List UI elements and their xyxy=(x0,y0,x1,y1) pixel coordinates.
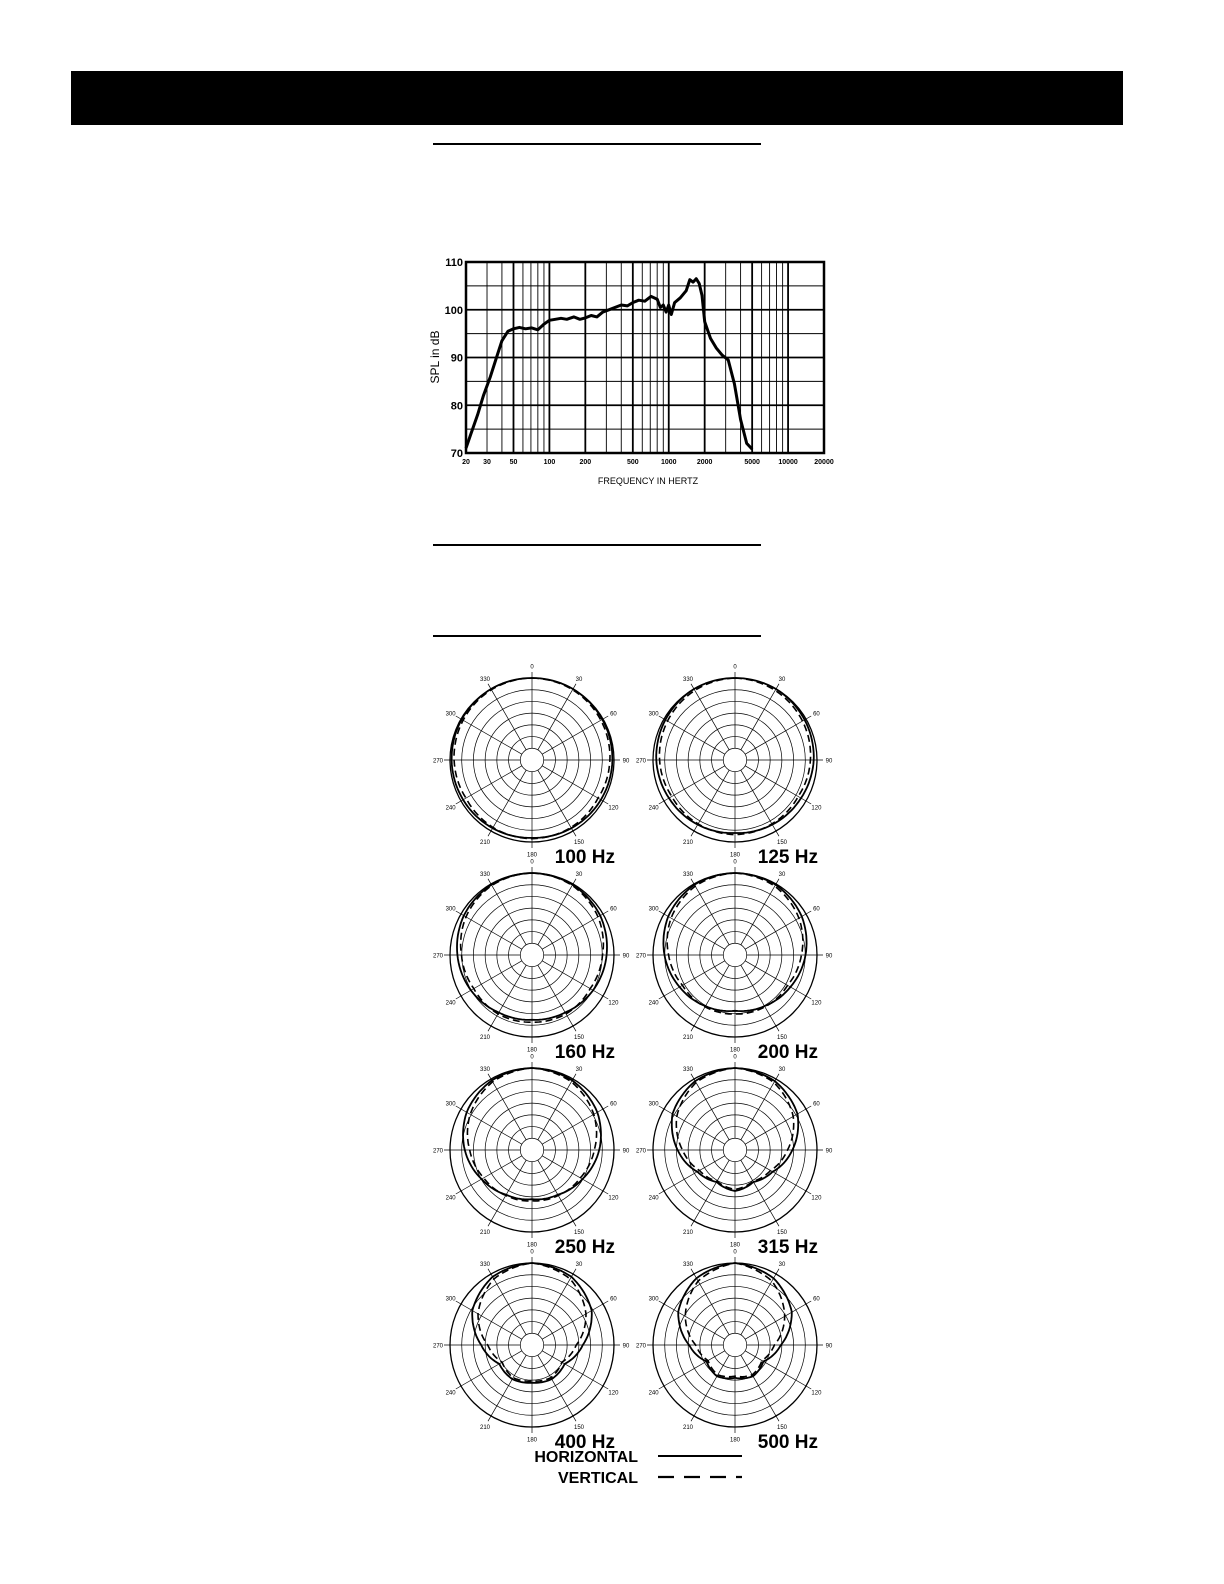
section-rule-1 xyxy=(433,143,761,145)
polar-spoke xyxy=(691,965,729,1031)
x-axis-label: FREQUENCY IN HERTZ xyxy=(597,476,699,486)
polar-angle-label: 60 xyxy=(610,1296,617,1303)
polar-panel xyxy=(433,1250,630,1454)
polar-spoke xyxy=(542,716,608,754)
polar-legend xyxy=(534,1449,742,1487)
polar-angle-label: 60 xyxy=(813,906,820,913)
polar-angle-label: 300 xyxy=(445,1101,456,1108)
polar-spoke xyxy=(538,1074,576,1140)
polar-angle-label: 150 xyxy=(573,1229,585,1236)
polar-angle-label: 150 xyxy=(573,839,585,846)
polar-angle-label: 300 xyxy=(648,711,659,718)
polar-angle-label: 240 xyxy=(445,1000,456,1007)
polar-spoke xyxy=(456,766,522,804)
polar-spoke xyxy=(659,961,725,999)
polar-angle-label: 90 xyxy=(825,953,833,960)
x-tick-label: 5000 xyxy=(744,459,760,466)
polar-angle-label: 0 xyxy=(733,859,737,866)
polar-angle-label: 0 xyxy=(530,859,534,866)
polar-angle-label: 300 xyxy=(445,711,456,718)
polar-spoke xyxy=(488,684,526,750)
polar-ring xyxy=(520,943,543,966)
frequency-grid xyxy=(466,262,824,453)
polar-frequency-label: 250 Hz xyxy=(554,1237,615,1258)
polar-angle-label: 330 xyxy=(682,677,694,684)
frequency-y-ticks xyxy=(445,257,463,460)
polar-angle-label: 90 xyxy=(825,1148,833,1155)
polar-angle-label: 180 xyxy=(729,1437,741,1444)
polar-spoke xyxy=(488,770,526,836)
polar-frequency-label: 160 Hz xyxy=(554,1042,615,1063)
polar-ring xyxy=(520,1138,543,1161)
x-tick-label: 10000 xyxy=(778,459,798,466)
polar-angle-label: 330 xyxy=(479,872,491,879)
polar-spoke xyxy=(691,684,729,750)
polar-angle-label: 90 xyxy=(622,1343,630,1350)
frequency-response-chart xyxy=(425,250,845,495)
polar-angle-label: 0 xyxy=(733,664,737,671)
polar-angle-label: 210 xyxy=(479,839,491,846)
polar-angle-label: 180 xyxy=(526,1047,538,1054)
polar-angle-label: 150 xyxy=(573,1034,585,1041)
polar-frequency-label: 400 Hz xyxy=(554,1432,615,1453)
polar-angle-label: 60 xyxy=(813,711,820,718)
polar-angle-label: 210 xyxy=(479,1424,491,1431)
polar-panel xyxy=(433,1055,630,1259)
polar-angle-label: 270 xyxy=(635,1148,647,1155)
polar-spoke xyxy=(659,1156,725,1194)
polar-spoke xyxy=(488,965,526,1031)
frequency-x-ticks xyxy=(462,459,834,466)
polar-angle-label: 300 xyxy=(445,906,456,913)
polar-spoke xyxy=(659,1351,725,1389)
polar-angle-label: 90 xyxy=(622,953,630,960)
polar-spoke xyxy=(456,716,522,754)
polar-angle-label: 180 xyxy=(526,1437,538,1444)
polar-angle-label: 330 xyxy=(682,1067,694,1074)
polar-angle-label: 30 xyxy=(575,677,583,684)
polar-angle-label: 300 xyxy=(445,1296,456,1303)
polar-angle-label: 120 xyxy=(608,1000,619,1007)
polar-angle-label: 0 xyxy=(530,1249,534,1256)
polar-angle-label: 270 xyxy=(432,1343,444,1350)
polar-spoke xyxy=(691,879,729,945)
x-tick-label: 20 xyxy=(462,459,470,466)
frequency-response-line xyxy=(466,279,752,450)
polar-spoke xyxy=(691,1074,729,1140)
polar-spoke xyxy=(456,1156,522,1194)
polar-panel xyxy=(636,1055,833,1259)
polar-angle-label: 150 xyxy=(776,1229,788,1236)
y-axis-label: SPL in dB xyxy=(428,330,442,384)
polar-frequency-label: 500 Hz xyxy=(757,1432,818,1453)
polar-angle-label: 240 xyxy=(648,1195,659,1202)
polar-angle-label: 120 xyxy=(608,805,619,812)
polar-angle-label: 120 xyxy=(811,1195,822,1202)
polar-spoke xyxy=(488,1074,526,1140)
polar-angle-label: 180 xyxy=(729,852,741,859)
polar-panel xyxy=(433,665,630,869)
legend-vertical-label: VERTICAL xyxy=(558,1470,638,1487)
polar-angle-label: 150 xyxy=(776,839,788,846)
polar-spoke xyxy=(745,716,811,754)
polar-panels xyxy=(433,665,833,1454)
polar-angle-label: 270 xyxy=(635,758,647,765)
polar-angle-label: 240 xyxy=(445,1390,456,1397)
polar-angle-label: 240 xyxy=(445,1195,456,1202)
polar-spoke xyxy=(741,965,779,1031)
polar-spoke xyxy=(659,716,725,754)
polar-angle-label: 210 xyxy=(682,1229,694,1236)
polar-angle-label: 330 xyxy=(682,1262,694,1269)
polar-angle-label: 240 xyxy=(445,805,456,812)
polar-spoke xyxy=(456,1301,522,1339)
polar-angle-label: 30 xyxy=(575,1067,583,1074)
y-tick-label: 90 xyxy=(450,352,463,365)
polar-angle-label: 180 xyxy=(729,1047,741,1054)
polar-ring xyxy=(723,1138,746,1161)
polar-spoke xyxy=(456,1106,522,1144)
polar-angle-label: 30 xyxy=(575,1262,583,1269)
x-tick-label: 50 xyxy=(509,459,518,466)
polar-spoke xyxy=(745,1351,811,1389)
polar-spoke xyxy=(659,1106,725,1144)
polar-spoke xyxy=(741,1074,779,1140)
polar-panel xyxy=(636,665,833,869)
polar-angle-label: 30 xyxy=(778,677,786,684)
polar-spoke xyxy=(691,1160,729,1226)
polar-ring xyxy=(723,1333,746,1356)
polar-angle-label: 120 xyxy=(811,1390,822,1397)
polar-angle-label: 30 xyxy=(575,872,583,879)
polar-spoke xyxy=(691,770,729,836)
polar-spoke xyxy=(741,684,779,750)
polar-angle-label: 210 xyxy=(682,1034,694,1041)
polar-angle-label: 330 xyxy=(682,872,694,879)
y-tick-label: 100 xyxy=(444,304,463,317)
polar-spoke xyxy=(488,1160,526,1226)
section-rule-3 xyxy=(433,635,761,637)
polar-spoke xyxy=(542,1106,608,1144)
polar-plots xyxy=(420,655,840,1490)
polar-spoke xyxy=(745,1156,811,1194)
polar-spoke xyxy=(538,1269,576,1335)
polar-angle-label: 210 xyxy=(682,839,694,846)
polar-spoke xyxy=(659,1301,725,1339)
x-tick-label: 200 xyxy=(579,459,592,466)
polar-angle-label: 300 xyxy=(648,1101,659,1108)
polar-angle-label: 90 xyxy=(825,758,833,765)
section-rule-2 xyxy=(433,544,761,546)
polar-angle-label: 30 xyxy=(778,1262,786,1269)
polar-angle-label: 90 xyxy=(622,758,630,765)
y-tick-label: 110 xyxy=(445,257,463,269)
polar-frequency-label: 315 Hz xyxy=(757,1237,818,1258)
polar-angle-label: 30 xyxy=(778,1067,786,1074)
polar-angle-label: 120 xyxy=(608,1390,619,1397)
polar-ring xyxy=(520,1333,543,1356)
polar-panel xyxy=(636,1250,833,1454)
polar-ring xyxy=(723,943,746,966)
polar-spoke xyxy=(691,1355,729,1421)
header-bar xyxy=(71,71,1123,125)
polar-spoke xyxy=(542,1301,608,1339)
polar-spoke xyxy=(741,770,779,836)
polar-spoke xyxy=(542,1156,608,1194)
polar-angle-label: 270 xyxy=(635,1343,647,1350)
polar-angle-label: 0 xyxy=(530,1054,534,1061)
polar-angle-label: 60 xyxy=(610,1101,617,1108)
polar-angle-label: 180 xyxy=(729,1242,741,1249)
x-tick-label: 2000 xyxy=(696,459,713,466)
x-tick-label: 100 xyxy=(543,459,556,466)
polar-angle-label: 120 xyxy=(811,805,822,812)
polar-angle-label: 120 xyxy=(811,1000,822,1007)
polar-angle-label: 330 xyxy=(479,677,491,684)
x-tick-label: 1000 xyxy=(660,459,677,466)
polar-spoke xyxy=(538,879,576,945)
polar-spoke xyxy=(456,961,522,999)
polar-spoke xyxy=(538,770,576,836)
polar-spoke xyxy=(538,965,576,1031)
polar-ring xyxy=(723,748,746,771)
polar-angle-label: 180 xyxy=(526,852,538,859)
polar-angle-label: 180 xyxy=(526,1242,538,1249)
polar-angle-label: 270 xyxy=(432,1148,444,1155)
x-tick-label: 30 xyxy=(483,459,491,466)
polar-angle-label: 90 xyxy=(825,1343,833,1350)
polar-angle-label: 240 xyxy=(648,1000,659,1007)
polar-angle-label: 0 xyxy=(530,664,534,671)
polar-angle-label: 330 xyxy=(479,1067,491,1074)
x-tick-label: 20000 xyxy=(814,459,834,466)
polar-angle-label: 270 xyxy=(432,953,444,960)
polar-spoke xyxy=(745,1106,811,1144)
polar-angle-label: 240 xyxy=(648,1390,659,1397)
polar-angle-label: 90 xyxy=(622,1148,630,1155)
polar-angle-label: 150 xyxy=(776,1424,788,1431)
polar-spoke xyxy=(488,879,526,945)
polar-angle-label: 300 xyxy=(648,1296,659,1303)
polar-angle-label: 120 xyxy=(608,1195,619,1202)
polar-angle-label: 0 xyxy=(733,1249,737,1256)
polar-angle-label: 300 xyxy=(648,906,659,913)
polar-angle-label: 60 xyxy=(610,906,617,913)
y-tick-label: 70 xyxy=(450,448,463,460)
polar-spoke xyxy=(741,879,779,945)
polar-angle-label: 270 xyxy=(635,953,647,960)
polar-angle-label: 210 xyxy=(479,1034,491,1041)
polar-angle-label: 210 xyxy=(479,1229,491,1236)
polar-angle-label: 210 xyxy=(682,1424,694,1431)
polar-angle-label: 150 xyxy=(776,1034,788,1041)
polar-angle-label: 60 xyxy=(813,1101,820,1108)
polar-spoke xyxy=(538,1355,576,1421)
polar-angle-label: 240 xyxy=(648,805,659,812)
polar-panel xyxy=(433,860,630,1064)
x-tick-label: 500 xyxy=(626,459,639,466)
polar-angle-label: 330 xyxy=(479,1262,491,1269)
y-tick-label: 80 xyxy=(450,400,463,413)
polar-spoke xyxy=(488,1355,526,1421)
polar-angle-label: 60 xyxy=(610,711,617,718)
polar-ring xyxy=(520,748,543,771)
polar-spoke xyxy=(745,961,811,999)
polar-spoke xyxy=(741,1160,779,1226)
polar-spoke xyxy=(538,684,576,750)
polar-angle-label: 60 xyxy=(813,1296,820,1303)
polar-angle-label: 150 xyxy=(573,1424,585,1431)
legend-horizontal-label: HORIZONTAL xyxy=(534,1449,638,1466)
polar-frequency-label: 100 Hz xyxy=(554,847,615,868)
polar-angle-label: 270 xyxy=(432,758,444,765)
polar-spoke xyxy=(538,1160,576,1226)
polar-frequency-label: 200 Hz xyxy=(757,1042,818,1063)
polar-frequency-label: 125 Hz xyxy=(757,847,818,868)
polar-spoke xyxy=(745,1301,811,1339)
polar-angle-label: 30 xyxy=(778,872,786,879)
polar-angle-label: 0 xyxy=(733,1054,737,1061)
polar-spoke xyxy=(542,961,608,999)
polar-panel xyxy=(636,860,833,1064)
